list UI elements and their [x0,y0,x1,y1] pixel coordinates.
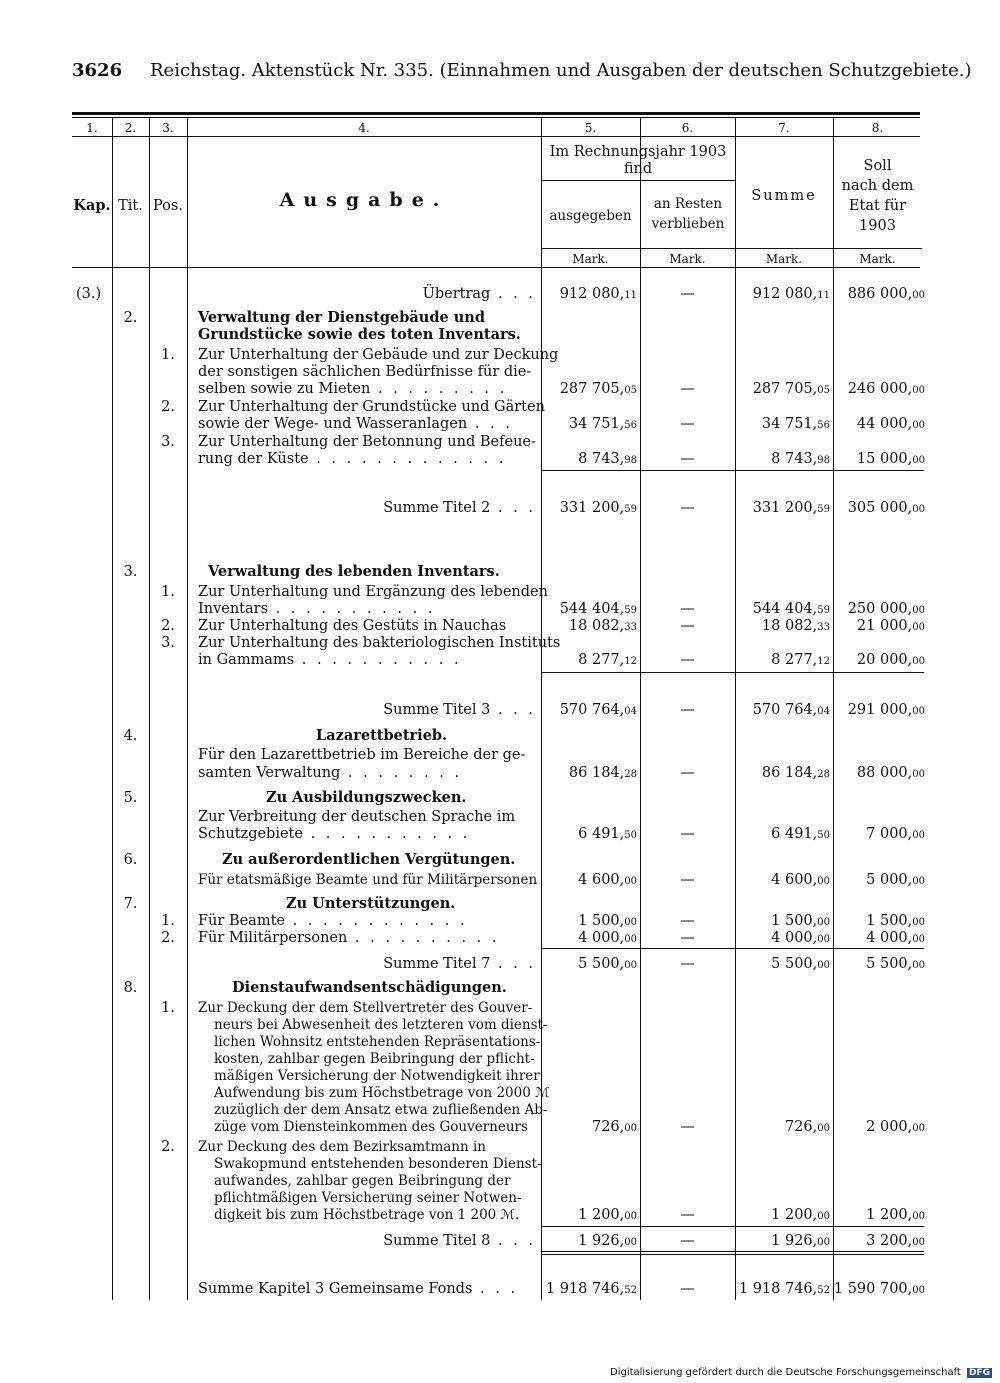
amount-resten: — [680,826,695,842]
amount-summe: 570 764,04 [752,702,830,718]
amount-soll: 1 590 700,00 [833,1281,925,1297]
col-header-tit: Tit. [118,198,143,214]
section-heading: Lazarettbetrieb. [316,727,448,744]
sum-rule [541,1226,924,1227]
amount-resten: — [680,286,695,302]
amount-ausgegeben: 5 500,00 [578,956,637,972]
item-text: kosten, zahlbar gegen Beibringung der pflicht- [214,1051,535,1067]
amount-resten: — [680,872,695,888]
amount-soll: 1 200,00 [866,1207,925,1223]
amount-resten: — [680,1119,695,1135]
position-number: 1. [161,347,175,363]
page-title: Reichstag. Aktenstück Nr. 335. (Einnahmen und Ausgaben der deutschen Schutzgebiete.) [150,60,972,81]
column-number-rule [72,136,920,137]
amount-summe: 4 000,00 [771,930,830,946]
amount-soll: 7 000,00 [866,826,925,842]
amount-summe: 726,00 [784,1119,830,1135]
item-text: Zur Unterhaltung der Grundstücke und Gärten [198,399,545,415]
amount-summe: 1 500,00 [771,913,830,929]
header-rule-thin [72,117,920,118]
section-heading: Zu Unterstützungen. [286,895,456,912]
col-divider-2 [149,117,150,1300]
amount-soll: 250 000,00 [847,601,925,617]
col-header-summe: Summe [751,188,817,204]
amount-summe: 544 404,59 [752,601,830,617]
item-text: zuzüglich der dem Ansatz etwa zufließenden Ab- [214,1102,548,1118]
item-text: Zur Unterhaltung des Gestüts in Nauchas [198,618,507,634]
amount-ausgegeben: 1 926,00 [578,1233,637,1249]
col-header-pos: Pos. [153,198,183,214]
amount-resten: — [680,1281,695,1297]
amount-resten: — [680,956,695,972]
titel-number: 8. [123,980,138,996]
col-header-ausgabe: Ausgabe. [279,189,449,211]
item-text: lichen Wohnsitz entstehenden Repräsentations- [214,1034,541,1050]
item-text: Für etatsmäßige Beamte und für Militärpersonen [198,872,538,888]
amount-ausgegeben: 4 000,00 [578,930,637,946]
titel-number: 6. [123,852,138,868]
sum-rule [541,672,924,673]
amount-ausgegeben: 8 743,98 [578,451,637,467]
item-text: Zur Verbreitung der deutschen Sprache im [198,809,516,825]
item-text: Zur Unterhaltung und Ergänzung des lebenden [198,584,548,600]
amount-soll: 1 500,00 [866,913,925,929]
amount-ausgegeben: 34 751,56 [568,416,637,432]
amount-summe: 4 600,00 [771,872,830,888]
amount-soll: 15 000,00 [856,451,925,467]
item-text: Swakopmund entstehenden besonderen Dienst- [214,1156,542,1172]
digitization-footer [610,1367,992,1378]
position-number: 3. [161,635,175,651]
amount-ausgegeben: 18 082,33 [568,618,637,634]
amount-summe: 86 184,28 [761,765,830,781]
amount-summe: 331 200,59 [752,500,830,516]
sum-rule [541,948,924,949]
total-rule [541,1251,924,1252]
item-text: samten Verwaltung . . . . . . . . [198,765,463,781]
amount-soll: 21 000,00 [856,618,925,634]
section-heading: Verwaltung der Dienstgebäude und [198,309,485,326]
amount-summe: 8 743,98 [771,451,830,467]
section-heading: Grundstücke sowie des toten Inventars. [198,326,521,343]
section-heading: Dienstaufwandsentschädigungen. [232,979,507,996]
col-number: 1. [86,121,98,135]
amount-resten: — [680,1233,695,1249]
amount-soll: 305 000,00 [847,500,925,516]
position-number: 2. [161,1139,175,1155]
amount-ausgegeben: 544 404,59 [559,601,637,617]
item-text: selben sowie zu Mieten . . . . . . . . . [198,381,508,397]
amount-resten: — [680,652,695,668]
position-number: 2. [161,399,175,415]
item-text: Zur Unterhaltung der Gebäude und zur Deckung [198,347,559,363]
page-number: 3626 [72,60,123,81]
col-header-an-resten: an Resten verblieben [651,196,725,232]
amount-soll: 291 000,00 [847,702,925,718]
dfg-logo: DFG [969,1368,991,1378]
col-header-soll: 1903 [859,218,896,234]
unit-mark: Mark. [572,252,609,266]
col-divider-1 [112,117,113,1300]
col-header-soll: Soll [863,158,892,174]
item-text: mäßigen Versicherung der Notwendigkeit ihrer [214,1068,540,1084]
amount-summe: 6 491,50 [771,826,830,842]
titel-number: 3. [123,564,138,580]
position-number: 2. [161,930,175,946]
item-text: Zur Deckung des dem Bezirksamtmann in [198,1139,486,1155]
item-text: Zur Unterhaltung des bakteriologischen Instituts [198,635,561,651]
sum-label: Summe Titel 2 . . . [383,500,536,516]
amount-resten: — [680,416,695,432]
position-number: 1. [161,1000,175,1016]
position-number: 1. [161,913,175,929]
amount-resten: — [680,451,695,467]
item-text: pflichtmäßigen Versicherung seiner Notwen- [214,1190,522,1206]
item-text: sowie der Wege- und Wasseranlagen . . . [198,416,513,432]
col-number: 6. [681,121,694,135]
amount-summe: 1 918 746,52 [738,1281,830,1297]
item-text: in Gammams . . . . . . . . . . . [198,652,462,668]
item-text: Inventars . . . . . . . . . . . [198,601,436,617]
amount-ausgegeben: 6 491,50 [578,826,637,842]
unit-mark: Mark. [859,252,896,266]
item-text: aufwandes, zahlbar gegen Beibringung der [214,1173,511,1189]
col-header-soll: Etat für [848,198,907,214]
item-text: rung der Küste . . . . . . . . . . . . . [198,451,507,467]
col-number: 7. [778,121,790,135]
amount-ausgegeben: 1 918 746,52 [545,1281,637,1297]
col-number: 8. [871,121,884,135]
item-text: Zur Unterhaltung der Betonnung und Befeue- [198,434,536,450]
header-rule [72,112,920,115]
row-label: Übertrag . . . [422,286,536,302]
unit-mark: Mark. [765,252,803,266]
amount-resten: — [680,913,695,929]
col-header-kap: Kap. [73,197,111,214]
amount-soll: 5 000,00 [866,872,925,888]
amount-ausgegeben: 1 500,00 [578,913,637,929]
col-divider-3 [187,117,188,1300]
amount-summe: 34 751,56 [761,416,830,432]
amount-resten: — [680,930,695,946]
amount-resten: — [680,765,695,781]
amount-soll: 88 000,00 [856,765,925,781]
sum-rule [541,470,924,471]
titel-number: 2. [123,310,138,326]
chapter-total-label: Summe Kapitel 3 Gemeinsame Fonds . . . [198,1281,519,1297]
amount-summe: 912 080,11 [752,286,830,302]
titel-number: 5. [123,790,138,806]
amount-resten: — [680,381,695,397]
total-rule [541,1254,924,1255]
item-text: Für den Lazarettbetrieb im Bereiche der ge- [198,747,526,763]
amount-soll: 44 000,00 [856,416,925,432]
item-text: digkeit bis zum Höchstbetrage von 1 200 ℳ. [214,1207,520,1223]
amount-ausgegeben: 1 200,00 [578,1207,637,1223]
position-number: 3. [161,434,175,450]
row-kapitel: (3.) [76,286,102,302]
position-number: 2. [161,618,175,634]
section-heading: Zu außerordentlichen Vergütungen. [222,851,516,868]
amount-summe: 1 926,00 [771,1233,830,1249]
amount-resten: — [680,500,695,516]
amount-soll: 246 000,00 [847,381,925,397]
col-header-ausgegeben: ausgegeben [549,208,632,224]
item-text: Für Beamte . . . . . . . . . . . . [198,913,468,929]
amount-ausgegeben: 570 764,04 [559,702,637,718]
item-text: der sonstigen sächlichen Bedürfnisse für die- [198,364,532,380]
item-text: Schutzgebiete . . . . . . . . . . . [198,826,471,842]
amount-ausgegeben: 86 184,28 [568,765,637,781]
item-text: Für Militärpersonen . . . . . . . . . . [198,930,500,946]
amount-resten: — [680,702,695,718]
col-number: 3. [162,121,174,135]
amount-summe: 8 277,12 [771,652,830,668]
col-number: 4. [358,121,370,135]
item-text: neurs bei Abwesenheit des letzteren vom dienst- [214,1017,548,1033]
col-number: 2. [124,121,137,135]
amount-ausgegeben: 912 080,11 [559,286,637,302]
amount-soll: 4 000,00 [866,930,925,946]
titel-number: 4. [123,728,138,744]
amount-ausgegeben: 8 277,12 [578,652,637,668]
section-heading: Zu Ausbildungszwecken. [266,789,467,806]
amount-soll: 2 000,00 [866,1119,925,1135]
sum-label: Summe Titel 7 . . . [383,956,536,972]
amount-soll: 886 000,00 [847,286,925,302]
amount-ausgegeben: 331 200,59 [559,500,637,516]
sum-label: Summe Titel 3 . . . [383,702,536,718]
amount-resten: — [680,601,695,617]
col-number: 5. [584,121,597,135]
item-text: Aufwendung bis zum Höchstbetrage von 2000 ℳ [214,1085,550,1101]
amount-soll: 5 500,00 [866,956,925,972]
subheader-rule [541,180,735,181]
amount-soll: 3 200,00 [866,1233,925,1249]
amount-ausgegeben: 287 705,05 [559,381,637,397]
amount-resten: — [680,1207,695,1223]
position-number: 1. [161,584,175,600]
amount-soll: 20 000,00 [856,652,925,668]
item-text: Zur Deckung der dem Stellvertreter des Gouver- [198,1000,533,1016]
amount-summe: 1 200,00 [771,1207,830,1223]
amount-summe: 5 500,00 [771,956,830,972]
unit-mark: Mark. [669,252,706,266]
amount-summe: 18 082,33 [761,618,830,634]
amount-summe: 287 705,05 [752,381,830,397]
amount-resten: — [680,618,695,634]
section-heading: Verwaltung des lebenden Inventars. [208,563,500,580]
page-header [72,60,972,84]
amount-ausgegeben: 726,00 [591,1119,637,1135]
header-bottom-rule [72,267,920,268]
sum-label: Summe Titel 8 . . . [383,1233,536,1249]
mark-rule [541,248,922,249]
item-text: züge vom Diensteinkommen des Gouverneurs [214,1119,528,1135]
col-header-soll: nach dem [841,178,914,194]
amount-ausgegeben: 4 600,00 [578,872,637,888]
footer-text: Digitalisierung gefördert durch die Deutsche Forschungsgemeinschaft [610,1367,961,1378]
col-header-rechnungsjahr: Im Rechnungsjahr 1903 find [549,144,727,177]
titel-number: 7. [123,896,138,912]
